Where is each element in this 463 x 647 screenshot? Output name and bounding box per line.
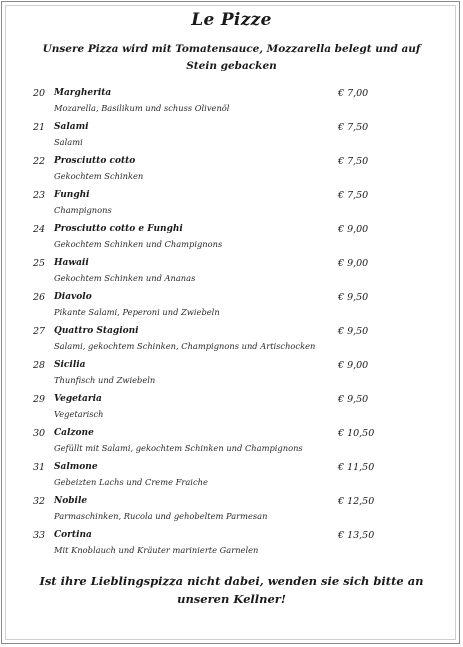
item-price: € 7,50 — [338, 190, 369, 201]
menu-item — [0, 122, 463, 156]
menu-item — [0, 190, 463, 224]
item-name: Prosciutto cotto e Funghi — [54, 224, 183, 234]
item-price: € 9,00 — [338, 258, 369, 269]
menu-item — [0, 428, 463, 462]
menu-item — [0, 326, 463, 360]
item-number: 28 — [33, 360, 46, 371]
item-number: 25 — [33, 258, 46, 269]
item-name: Prosciutto cotto — [54, 156, 136, 166]
item-name: Calzone — [54, 428, 94, 438]
item-number: 30 — [33, 428, 46, 439]
menu-item — [0, 462, 463, 496]
menu-item — [0, 224, 463, 258]
item-description: Pikante Salami, Peperoni und Zwiebeln — [54, 307, 220, 317]
menu-item — [0, 156, 463, 190]
item-description: Mit Knoblauch und Kräuter marinierte Garnelen — [54, 545, 259, 555]
item-price: € 12,50 — [338, 496, 375, 507]
item-number: 22 — [33, 156, 46, 167]
item-number: 26 — [33, 292, 46, 303]
menu-item — [0, 496, 463, 530]
item-number: 23 — [33, 190, 46, 201]
item-description: Thunfisch und Zwiebeln — [54, 375, 156, 385]
item-description: Mozarella, Basilikum und schuss Olivenöl — [54, 103, 230, 113]
item-price: € 9,00 — [338, 360, 369, 371]
menu-item — [0, 394, 463, 428]
item-price: € 13,50 — [338, 530, 375, 541]
item-description: Gekochtem Schinken — [54, 171, 144, 181]
item-number: 20 — [33, 88, 46, 99]
item-description: Gefüllt mit Salami, gekochtem Schinken und Champignons — [54, 443, 303, 453]
item-description: Salami, gekochtem Schinken, Champignons und Artischocken — [54, 341, 316, 351]
item-price: € 9,00 — [338, 224, 369, 235]
intro-text: Unsere Pizza wird mit Tomatensauce, Mozzarella belegt und auf Stein gebacken — [42, 43, 421, 72]
item-description: Salami — [54, 137, 83, 147]
item-name: Quattro Stagioni — [54, 326, 139, 336]
item-description: Gekochtem Schinken und Ananas — [54, 273, 196, 283]
item-name: Salami — [54, 122, 89, 132]
item-description: Gebeizten Lachs und Creme Fraiche — [54, 477, 208, 487]
item-number: 21 — [33, 122, 46, 133]
item-name: Funghi — [54, 190, 90, 200]
item-number: 29 — [33, 394, 46, 405]
item-price: € 7,50 — [338, 156, 369, 167]
item-price: € 7,50 — [338, 122, 369, 133]
item-name: Sicilia — [54, 360, 86, 370]
item-price: € 9,50 — [338, 394, 369, 405]
item-description: Gekochtem Schinken und Champignons — [54, 239, 223, 249]
item-name: Nobile — [54, 496, 88, 506]
item-price: € 9,50 — [338, 292, 369, 303]
menu-item — [0, 292, 463, 326]
item-name: Salmone — [54, 462, 98, 472]
page-title: Le Pizze — [191, 10, 272, 30]
menu-item — [0, 360, 463, 394]
item-price: € 10,50 — [338, 428, 375, 439]
item-description: Parmaschinken, Rucola und gehobeltem Parmesan — [54, 511, 268, 521]
item-name: Cortina — [54, 530, 92, 540]
item-number: 27 — [33, 326, 46, 337]
menu-item — [0, 258, 463, 292]
item-name: Hawaii — [54, 258, 89, 268]
item-number: 33 — [33, 530, 46, 541]
menu-item — [0, 88, 463, 122]
menu-item — [0, 530, 463, 564]
item-price: € 9,50 — [338, 326, 369, 337]
item-name: Margherita — [54, 88, 112, 98]
item-number: 24 — [33, 224, 46, 235]
item-number: 31 — [33, 462, 46, 473]
item-name: Diavolo — [54, 292, 92, 302]
item-description: Vegetarisch — [54, 409, 104, 419]
item-price: € 7,00 — [338, 88, 369, 99]
item-price: € 11,50 — [338, 462, 375, 473]
item-name: Vegetaria — [54, 394, 102, 404]
item-description: Champignons — [54, 205, 112, 215]
footer-note: Ist ihre Lieblingspizza nicht dabei, wenden sie sich bitte an unseren Kellner! — [39, 574, 424, 606]
item-number: 32 — [33, 496, 46, 507]
